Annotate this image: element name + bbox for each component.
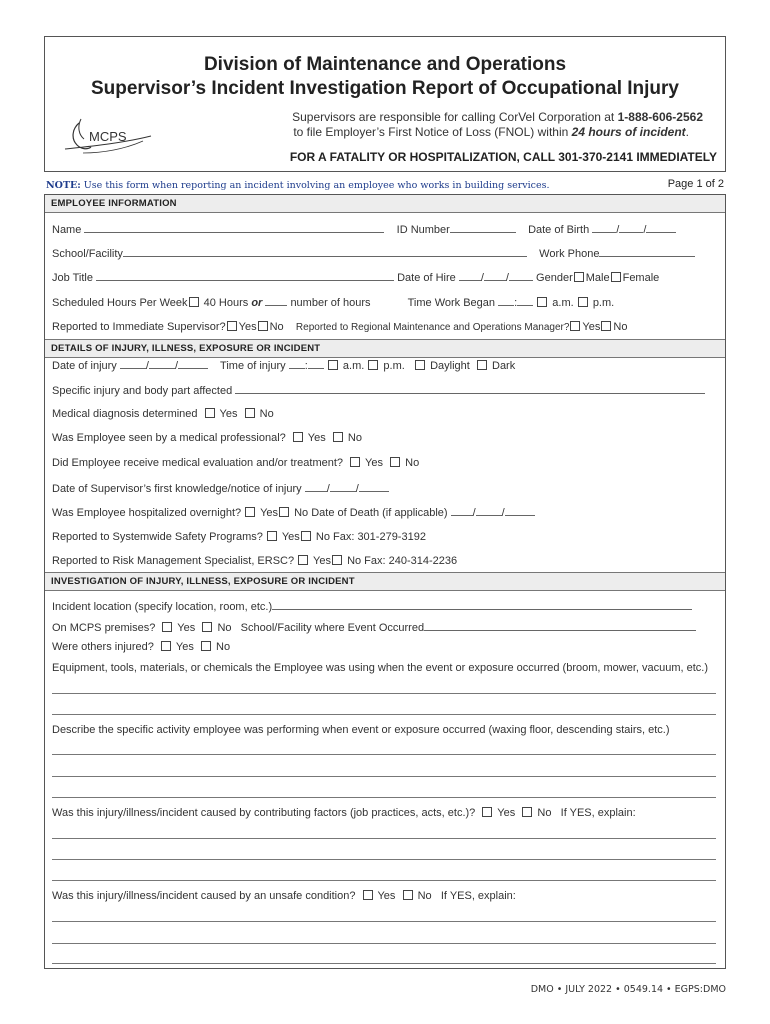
activity-line-3[interactable] <box>52 797 716 798</box>
form-footer: DMO • JULY 2022 • 0549.14 • EGPS:DMO <box>530 984 726 995</box>
section-employee-information: EMPLOYEE INFORMATION <box>45 195 725 213</box>
premises-no-checkbox[interactable] <box>202 622 212 632</box>
row-activity: Describe the specific activity employee was performing when event or exposure occurred (waxing floor, descending stairs, etc.) <box>52 724 670 736</box>
hire-day-field[interactable] <box>484 271 506 281</box>
row-hospitalized: Was Employee hospitalized overnight? Yes No Date of Death (if applicable) / / <box>52 506 535 519</box>
forty-hours-checkbox[interactable] <box>189 297 199 307</box>
row-seen-professional: Was Employee seen by a medical professional? Yes No <box>52 432 362 444</box>
work-began-hour-field[interactable] <box>498 296 514 306</box>
premises-yes-checkbox[interactable] <box>162 622 172 632</box>
row-equipment: Equipment, tools, materials, or chemicals the Employee was using when the event or exposure occurred (broom, mower, vacuum, etc.) <box>52 662 709 674</box>
evaluation-yes-checkbox[interactable] <box>350 457 360 467</box>
form-main-box <box>44 194 726 969</box>
number-hours-field[interactable] <box>265 296 287 306</box>
page-number: Page 1 of 2 <box>667 178 724 190</box>
section-details-of-injury: DETAILS OF INJURY, ILLNESS, EXPOSURE OR INCIDENT <box>45 339 725 358</box>
contributing-line-3[interactable] <box>52 880 716 881</box>
diagnosis-yes-checkbox[interactable] <box>205 408 215 418</box>
row-supervisor-knowledge: Date of Supervisor’s first knowledge/notice of injury / / <box>52 482 389 495</box>
row-specific-injury: Specific injury and body part affected <box>52 384 705 397</box>
row-scheduled-hours: Scheduled Hours Per Week 40 Hours or number of hours Time Work Began : a.m. p.m. <box>52 297 615 309</box>
hospitalized-no-checkbox[interactable] <box>279 507 289 517</box>
activity-line-1[interactable] <box>52 754 716 755</box>
systemwide-no-checkbox[interactable] <box>301 531 311 541</box>
evaluation-no-checkbox[interactable] <box>390 457 400 467</box>
systemwide-yes-checkbox[interactable] <box>267 531 277 541</box>
death-year-field[interactable] <box>505 506 535 516</box>
row-risk-management: Reported to Risk Management Specialist, ERSC? Yes No Fax: 240-314-2236 <box>52 555 458 567</box>
dark-checkbox[interactable] <box>477 360 487 370</box>
row-contributing-factors: Was this injury/illness/incident caused by contributing factors (job practices, acts, etc.)? Yes No If YES, explain: <box>52 807 636 819</box>
contributing-line-1[interactable] <box>52 838 716 839</box>
unsafe-no-checkbox[interactable] <box>403 890 413 900</box>
unsafe-line-2[interactable] <box>52 943 716 944</box>
contributing-yes-checkbox[interactable] <box>482 807 492 817</box>
unsafe-line-1[interactable] <box>52 921 716 922</box>
row-reported-supervisor: Reported to Immediate Supervisor? Yes No Reported to Regional Maintenance and Operations Manager? Yes No <box>52 321 628 333</box>
unsafe-yes-checkbox[interactable] <box>363 890 373 900</box>
row-date-of-injury: Date of injury / / Time of injury : a.m. p.m. Daylight Dark <box>52 360 516 372</box>
row-medical-diagnosis: Medical diagnosis determined Yes No <box>52 408 274 420</box>
row-receive-evaluation: Did Employee receive medical evaluation and/or treatment? Yes No <box>52 457 420 469</box>
row-on-premises: On MCPS premises? Yes No School/Facility where Event Occurred <box>52 621 696 634</box>
section-investigation: INVESTIGATION OF INJURY, ILLNESS, EXPOSURE OR INCIDENT <box>45 572 725 591</box>
row-job-title: Job Title Date of Hire / / Gender Male Female <box>52 272 660 284</box>
form-title-line1: Division of Maintenance and Operations <box>203 54 567 75</box>
risk-yes-checkbox[interactable] <box>298 555 308 565</box>
hire-year-field[interactable] <box>509 271 533 281</box>
female-checkbox[interactable] <box>611 272 621 282</box>
hospitalized-yes-checkbox[interactable] <box>245 507 255 517</box>
id-number-field[interactable] <box>450 223 516 233</box>
diagnosis-no-checkbox[interactable] <box>245 408 255 418</box>
row-others-injured: Were others injured? Yes No <box>52 641 231 653</box>
mcps-logo-icon <box>63 113 153 159</box>
injury-pm-checkbox[interactable] <box>368 360 378 370</box>
svg-text:MCPS: MCPS <box>89 129 127 144</box>
reported-regional-yes-checkbox[interactable] <box>570 321 580 331</box>
daylight-checkbox[interactable] <box>415 360 425 370</box>
specific-injury-field[interactable] <box>235 384 705 394</box>
injury-minute-field[interactable] <box>308 359 324 369</box>
row-systemwide-safety: Reported to Systemwide Safety Programs? Yes No Fax: 301-279-3192 <box>52 531 426 543</box>
row-name: Name ID Number Date of Birth / / <box>52 223 676 236</box>
supervisor-instruction-line1: Supervisors are responsible for calling CorVel Corporation at 1-888-606-2562 <box>292 110 703 124</box>
contributing-no-checkbox[interactable] <box>522 807 532 817</box>
dob-day-field[interactable] <box>619 223 643 233</box>
death-month-field[interactable] <box>451 506 473 516</box>
header-box <box>44 36 726 172</box>
work-began-pm-checkbox[interactable] <box>578 297 588 307</box>
work-phone-field[interactable] <box>599 247 695 257</box>
injury-year-field[interactable] <box>178 359 208 369</box>
injury-day-field[interactable] <box>149 359 175 369</box>
injury-hour-field[interactable] <box>289 359 305 369</box>
male-checkbox[interactable] <box>574 272 584 282</box>
name-field[interactable] <box>84 223 384 233</box>
injury-month-field[interactable] <box>120 359 146 369</box>
others-no-checkbox[interactable] <box>201 641 211 651</box>
row-unsafe-condition: Was this injury/illness/incident caused by an unsafe condition? Yes No If YES, explain: <box>52 890 516 902</box>
corvel-phone: 1-888-606-2562 <box>617 110 703 124</box>
risk-no-checkbox[interactable] <box>332 555 342 565</box>
reported-supervisor-yes-checkbox[interactable] <box>227 321 237 331</box>
form-title-line2: Supervisor’s Incident Investigation Report of Occupational Injury <box>90 78 680 99</box>
others-yes-checkbox[interactable] <box>161 641 171 651</box>
activity-line-2[interactable] <box>52 776 716 777</box>
death-day-field[interactable] <box>476 506 502 516</box>
deadline-text: 24 hours of incident <box>571 125 686 139</box>
row-incident-location: Incident location (specify location, room, etc.) <box>52 600 692 613</box>
contributing-line-2[interactable] <box>52 859 716 860</box>
row-school: School/Facility Work Phone <box>52 247 695 260</box>
fatality-notice: FOR A FATALITY OR HOSPITALIZATION, CALL 301-370-2141 IMMEDIATELY <box>289 150 717 164</box>
seen-no-checkbox[interactable] <box>333 432 343 442</box>
unsafe-line-3[interactable] <box>52 963 716 964</box>
knowledge-month-field[interactable] <box>305 482 327 492</box>
incident-location-field[interactable] <box>272 600 692 610</box>
knowledge-day-field[interactable] <box>330 482 356 492</box>
supervisor-instruction-line2: to file Employer’s First Notice of Loss (FNOL) within 24 hours of incident. <box>293 125 689 139</box>
job-title-field[interactable] <box>96 271 394 281</box>
work-began-am-checkbox[interactable] <box>537 297 547 307</box>
hire-month-field[interactable] <box>459 271 481 281</box>
note-line: NOTE: Use this form when reporting an incident involving an employee who works in building services. <box>46 180 550 191</box>
school-field[interactable] <box>123 247 527 257</box>
event-facility-field[interactable] <box>424 621 696 631</box>
equipment-line-2[interactable] <box>52 714 716 715</box>
dob-year-field[interactable] <box>646 223 676 233</box>
seen-yes-checkbox[interactable] <box>293 432 303 442</box>
knowledge-year-field[interactable] <box>359 482 389 492</box>
injury-am-checkbox[interactable] <box>328 360 338 370</box>
dob-month-field[interactable] <box>592 223 616 233</box>
reported-supervisor-no-checkbox[interactable] <box>258 321 268 331</box>
equipment-line-1[interactable] <box>52 693 716 694</box>
reported-regional-no-checkbox[interactable] <box>601 321 611 331</box>
work-began-minute-field[interactable] <box>517 296 533 306</box>
